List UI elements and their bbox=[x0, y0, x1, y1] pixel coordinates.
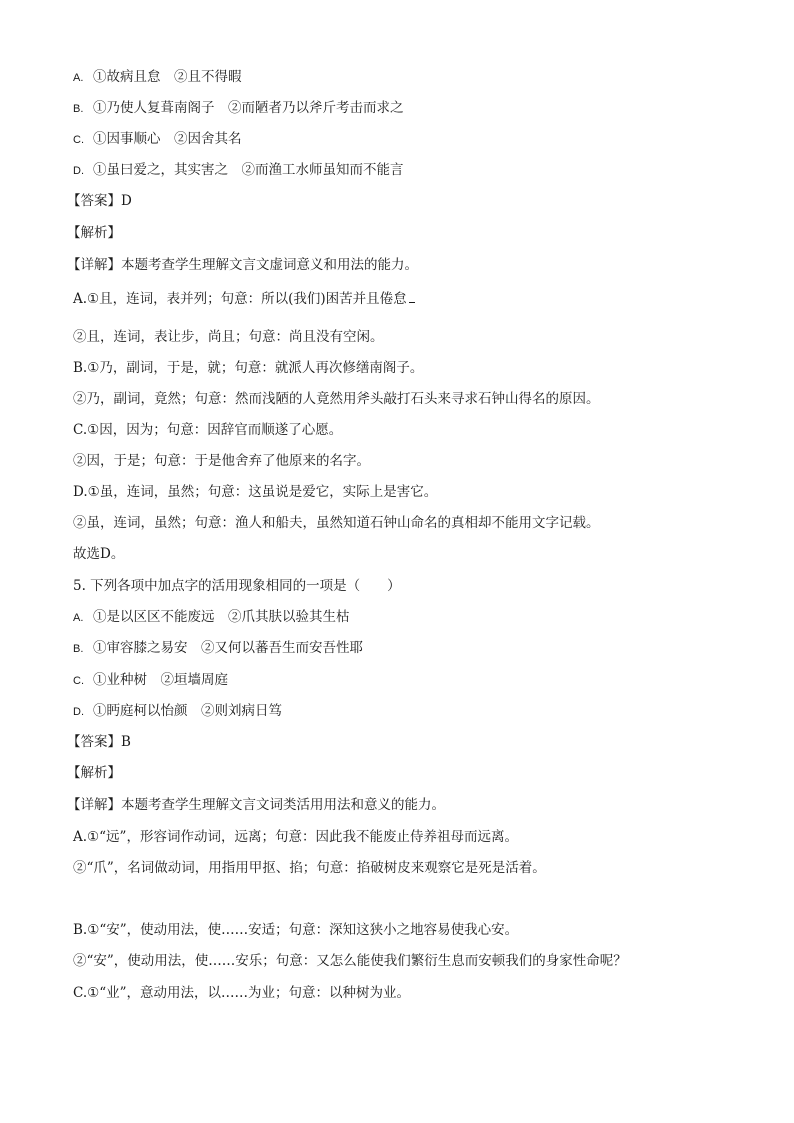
q4-line: ②虽，连词，虽然；句意：渔人和船夫，虽然知道石钟山命名的真相却不能用文字记载。 bbox=[73, 515, 600, 531]
q5-stem: 5. 下列各项中加点字的活用现象相同的一项是（ ） bbox=[73, 578, 401, 594]
q4-line: ②因，于是；句意：于是他舍弃了他原来的名字。 bbox=[73, 453, 370, 469]
answer-text: 【答案】D bbox=[67, 193, 132, 209]
option-label: A. bbox=[73, 72, 84, 84]
q4-line: C.①因，因为；句意：因辞官而顺遂了心愿。 bbox=[73, 422, 343, 438]
option-text: ①是以区区不能废远 ②爪其肤以验其生枯 bbox=[93, 609, 350, 625]
q4-line: ②乃，副词，竟然；句意：然而浅陋的人竟然用斧头敲打石头来寻求石钟山得名的原因。 bbox=[73, 391, 600, 407]
analysis-heading-text: 【解析】 bbox=[67, 225, 121, 241]
q4-option-c bbox=[73, 130, 754, 149]
option-text: ①虽曰爱之，其实害之 ②而渔工水师虽知而不能言 bbox=[93, 162, 404, 178]
q5-line: ②“安”，使动用法，使……安乐；句意：又怎么能使我们繁衍生息而安顿我们的身家性命呢？ bbox=[73, 953, 627, 969]
option-text: ①眄庭柯以怡颜 ②则刘病日笃 bbox=[93, 703, 282, 719]
answer-text: 【答案】B bbox=[67, 734, 131, 750]
option-label: D. bbox=[73, 165, 84, 177]
option-text: ①审容膝之易安 ②又何以蕃吾生而安吾性耶 bbox=[93, 640, 363, 656]
q5-line: A.①“远”，形容词作动词，远离；句意：因此我不能废止侍养祖母而远离。 bbox=[73, 829, 518, 845]
option-text: ①业种树 ②垣墙周庭 bbox=[93, 672, 228, 688]
option-text: ①故病且怠 ②且不得暇 bbox=[93, 69, 242, 85]
option-label: B. bbox=[73, 103, 84, 115]
q5-detail bbox=[67, 796, 754, 814]
q5-line: ②“爪”，名词做动词，用指用甲抠、掐；句意：掐破树皮来观察它是死是活着。 bbox=[73, 860, 546, 876]
q5-line: C.①“业”，意动用法，以……为业；句意：以种树为业。 bbox=[73, 985, 411, 1001]
q4-option-d bbox=[73, 161, 754, 180]
q5-line: B.①“安”，使动用法，使……安适；句意：深知这狭小之地容易使我心安。 bbox=[73, 922, 519, 938]
q5-answer bbox=[67, 733, 754, 751]
detail-text: 【详解】本题考查学生理解文言文虚词意义和用法的能力。 bbox=[67, 257, 418, 273]
explanation-text: A.①且，连词，表并列；句意：所以(我们)困苦并且倦怠 bbox=[73, 291, 407, 307]
option-label: D. bbox=[73, 706, 84, 718]
q5-option-c bbox=[73, 671, 754, 690]
option-label: B. bbox=[73, 643, 84, 655]
q4-analysis-heading bbox=[67, 224, 754, 242]
option-label: C. bbox=[73, 134, 84, 146]
q5-option-d bbox=[73, 702, 754, 721]
q4-option-a bbox=[73, 68, 754, 87]
option-label: C. bbox=[73, 675, 84, 687]
underline-mark bbox=[409, 290, 415, 303]
q4-line bbox=[73, 290, 754, 308]
q4-conclusion: 故选D。 bbox=[73, 546, 125, 562]
option-text: ①乃使人复葺南阁子 ②而陋者乃以斧斤考击而求之 bbox=[93, 100, 404, 116]
analysis-heading-text: 【解析】 bbox=[67, 765, 121, 781]
option-label: A. bbox=[73, 612, 84, 624]
detail-text: 【详解】本题考查学生理解文言文词类活用用法和意义的能力。 bbox=[67, 797, 445, 813]
q4-line: D.①虽，连词，虽然；句意：这虽说是爱它，实际上是害它。 bbox=[73, 484, 438, 500]
q4-answer bbox=[67, 192, 754, 210]
q4-option-b bbox=[73, 99, 754, 118]
q5-option-b bbox=[73, 639, 754, 658]
q5-analysis-heading bbox=[67, 764, 754, 782]
q4-line: B.①乃，副词，于是，就；句意：就派人再次修缮南阁子。 bbox=[73, 360, 424, 376]
q5-option-a bbox=[73, 608, 754, 627]
q4-detail bbox=[67, 256, 754, 274]
option-text: ①因事顺心 ②因舍其名 bbox=[93, 131, 242, 147]
q4-line: ②且，连词，表让步，尚且；句意：尚且没有空闲。 bbox=[73, 329, 384, 345]
